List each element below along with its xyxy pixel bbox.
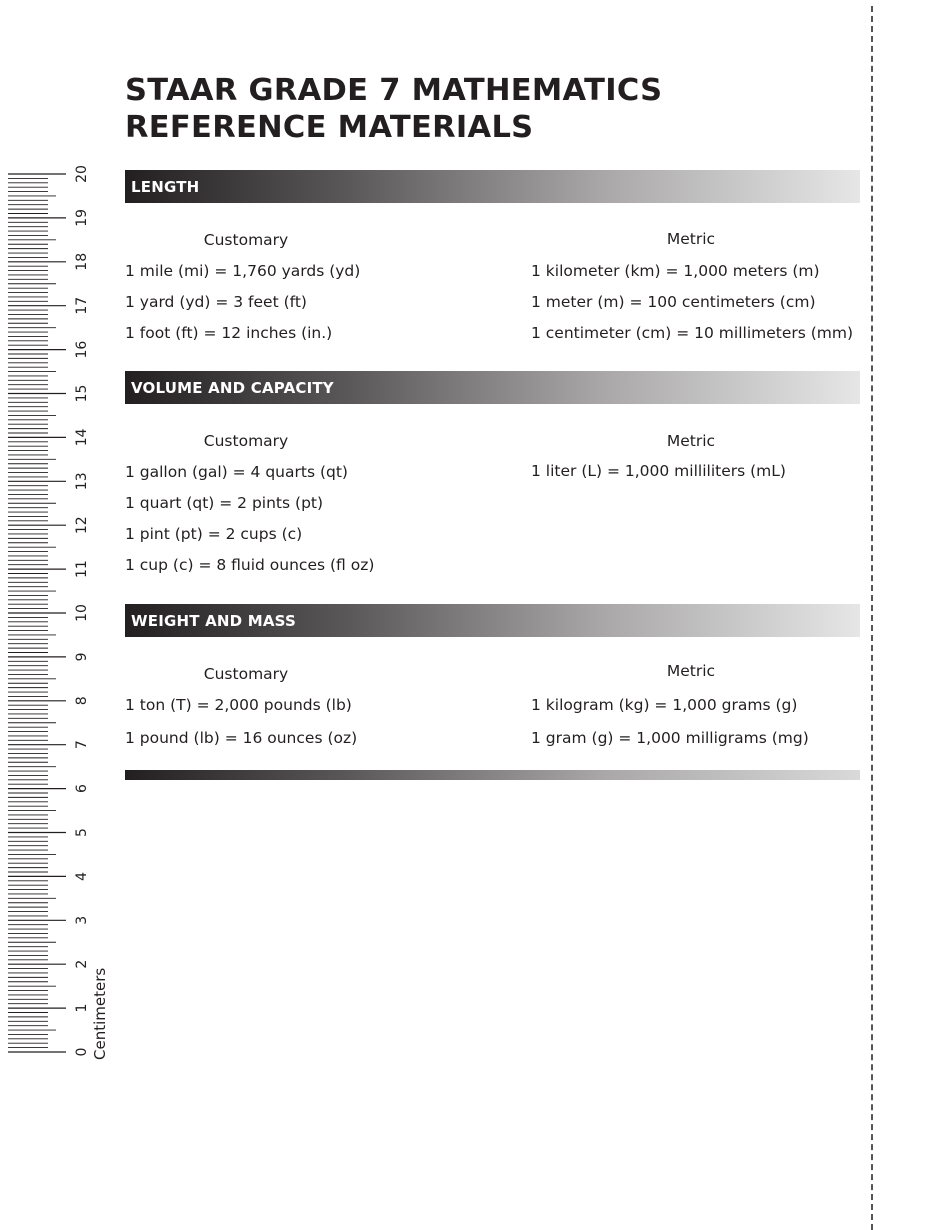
weight-customary-label: Customary [203, 665, 289, 683]
ruler-cm-label: 17 [74, 296, 90, 315]
volume-customary-item: 1 pint (pt) = 2 cups (c) [125, 525, 303, 543]
ruler-cm-label: 0 [74, 1047, 90, 1057]
ruler-unit-label: Centimeters [91, 967, 109, 1060]
volume-customary-item: 1 cup (c) = 8 fluid ounces (fl oz) [125, 556, 375, 574]
ruler-cm-label: 4 [74, 871, 90, 881]
ruler-cm-label: 1 [74, 1003, 90, 1013]
length-customary-item: 1 foot (ft) = 12 inches (in.) [125, 324, 333, 342]
length-metric-item: 1 meter (m) = 100 centimeters (cm) [531, 293, 816, 311]
weight-heading: WEIGHT AND MASS [131, 612, 296, 630]
volume-metric-label: Metric [666, 432, 716, 450]
ruler-cm-label: 6 [74, 784, 90, 794]
ruler-cm-label: 20 [74, 165, 90, 183]
bottom-rule [125, 770, 860, 780]
page-title-line-2: REFERENCE MATERIALS [125, 110, 534, 145]
weight-metric-item: 1 gram (g) = 1,000 milligrams (mg) [531, 729, 809, 747]
length-heading: LENGTH [131, 178, 200, 196]
ruler-cm-label: 16 [74, 340, 90, 359]
ruler-cm-label: 8 [74, 696, 90, 706]
length-section-header [125, 170, 860, 203]
length-customary-label: Customary [203, 231, 289, 249]
ruler-cm-label: 15 [74, 384, 90, 403]
weight-metric-label: Metric [666, 662, 716, 680]
length-customary-item: 1 yard (yd) = 3 feet (ft) [125, 293, 307, 311]
ruler-cm-label: 19 [74, 208, 90, 227]
page-title [125, 72, 662, 146]
ruler-cm-label: 12 [74, 516, 90, 535]
ruler-cm-label: 18 [74, 252, 90, 271]
volume-customary-item: 1 quart (qt) = 2 pints (pt) [125, 494, 324, 512]
volume-section-header [125, 371, 860, 404]
ruler-cm-label: 14 [74, 428, 90, 447]
volume-heading: VOLUME AND CAPACITY [131, 379, 334, 397]
cut-line [871, 6, 873, 1230]
ruler-cm-label: 5 [74, 828, 90, 837]
ruler-cm-label: 9 [74, 652, 90, 662]
length-metric-item: 1 kilometer (km) = 1,000 meters (m) [531, 262, 820, 280]
ruler-cm-label: 3 [74, 915, 90, 925]
ruler-ticks [8, 174, 66, 1052]
weight-customary-item: 1 pound (lb) = 16 ounces (oz) [125, 729, 358, 747]
ruler-cm-label: 13 [74, 472, 90, 491]
weight-section-header [125, 604, 860, 637]
ruler-cm-label: 11 [74, 560, 90, 579]
ruler-cm-label: 2 [74, 959, 90, 969]
ruler-labels [74, 165, 90, 1056]
ruler-cm-label: 7 [74, 740, 90, 750]
page-title-line-1: STAAR GRADE 7 MATHEMATICS [125, 73, 663, 108]
volume-customary-label: Customary [203, 432, 289, 450]
weight-metric-item: 1 kilogram (kg) = 1,000 grams (g) [531, 696, 798, 714]
length-metric-label: Metric [666, 230, 716, 248]
ruler-cm-label: 10 [74, 604, 90, 622]
weight-customary-item: 1 ton (T) = 2,000 pounds (lb) [125, 696, 352, 714]
volume-customary-item: 1 gallon (gal) = 4 quarts (qt) [125, 463, 348, 481]
centimeter-ruler [0, 150, 120, 1070]
length-metric-item: 1 centimeter (cm) = 10 millimeters (mm) [531, 324, 854, 342]
length-customary-item: 1 mile (mi) = 1,760 yards (yd) [125, 262, 361, 280]
volume-metric-item: 1 liter (L) = 1,000 milliliters (mL) [531, 462, 786, 480]
